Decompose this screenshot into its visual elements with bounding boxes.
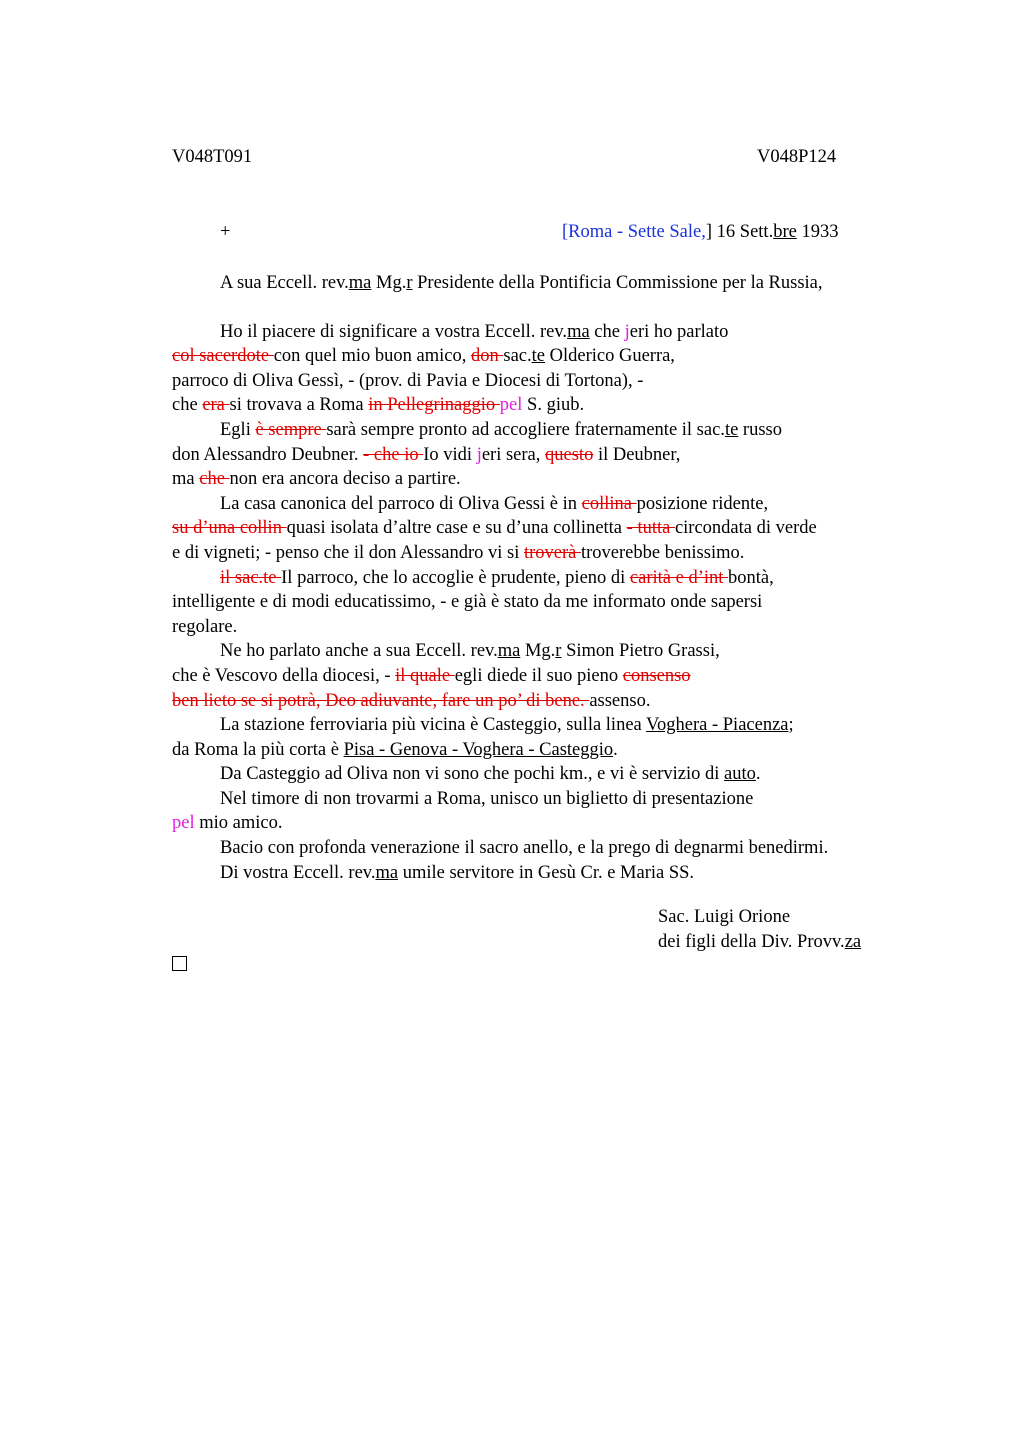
bracket-open: [ xyxy=(562,222,569,242)
text-line: regolare. xyxy=(172,616,238,637)
date-abbrev: bre xyxy=(773,222,797,242)
text-line: Di vostra Eccell. rev.ma umile servitore in Gesù Cr. e Maria SS. xyxy=(220,862,695,883)
signature-name: Sac. Luigi Orione xyxy=(658,907,791,927)
date-year: 1933 xyxy=(796,222,839,242)
text-line: parroco di Oliva Gessì, - (prov. di Pavia e Diocesi di Tortona), - xyxy=(172,370,644,391)
text-line: e di vigneti; - penso che il don Alessandro vi si troverà troverebbe benissimo. xyxy=(172,542,745,563)
square-outline-icon xyxy=(172,956,187,971)
cross-mark: + xyxy=(220,222,231,242)
letter-body xyxy=(172,271,912,885)
text-line: su d’una collin quasi isolata d’altre case e su d’una collinetta - tutta circondata di verde xyxy=(172,518,817,539)
text-line: Bacio con profonda venerazione il sacro anello, e la prego di degnarmi benedirmi. xyxy=(220,838,829,859)
text-line: don Alessandro Deubner. - che io Io vidi jeri sera, questo il Deubner, xyxy=(172,444,681,465)
text-line: Nel timore di non trovarmi a Roma, unisco un biglietto di presentazione xyxy=(220,788,754,809)
text-line: intelligente e di modi educatissimo, - e già è stato da me informato onde sapersi xyxy=(172,592,763,613)
text-line: che era si trovava a Roma in Pellegrinaggio pel S. giub. xyxy=(172,395,585,416)
document-code-left: V048T091 xyxy=(172,147,253,167)
bracket-close: ] xyxy=(705,222,713,242)
dateline xyxy=(562,222,838,243)
signature-title: dei figli della Div. Provv.za xyxy=(658,931,862,952)
text-line: ben lieto se si potrà, Deo adiuvante, fare un po’ di bene. assenso. xyxy=(172,690,651,711)
salutation: A sua Eccell. rev.ma Mg.r Presidente della Pontificia Commissione per la Russia, xyxy=(220,273,823,293)
place-name: Roma - Sette Sale, xyxy=(568,222,706,242)
signature-block xyxy=(658,905,861,954)
text-line: Da Casteggio ad Oliva non vi sono che pochi km., e vi è servizio di auto. xyxy=(220,764,761,785)
text-line: La casa canonica del parroco di Oliva Gessi è in collina posizione ridente, xyxy=(220,493,769,514)
text-line: Egli è sempre sarà sempre pronto ad accogliere fraternamente il sac.te russo xyxy=(220,419,782,440)
text-line: il sac.te Il parroco, che lo accoglie è prudente, pieno di carità e d’int bontà, xyxy=(220,567,774,588)
text-line: Ho il piacere di significare a vostra Eccell. rev.ma che jeri ho parlato xyxy=(220,321,729,342)
text-line: col sacerdote con quel mio buon amico, don sac.te Olderico Guerra, xyxy=(172,346,675,367)
date-part: 16 Sett. xyxy=(712,222,774,242)
text-line: da Roma la più corta è Pisa - Genova - Voghera - Casteggio. xyxy=(172,739,618,760)
text-line: pel mio amico. xyxy=(172,813,283,834)
text-line: ma che non era ancora deciso a partire. xyxy=(172,469,461,490)
text-line: La stazione ferroviaria più vicina è Casteggio, sulla linea Voghera - Piacenza; xyxy=(220,715,794,736)
text-line: Ne ho parlato anche a sua Eccell. rev.ma Mg.r Simon Pietro Grassi, xyxy=(220,641,720,662)
text-line: che è Vescovo della diocesi, - il quale egli diede il suo pieno consenso xyxy=(172,665,691,686)
document-code-right: V048P124 xyxy=(757,147,837,167)
